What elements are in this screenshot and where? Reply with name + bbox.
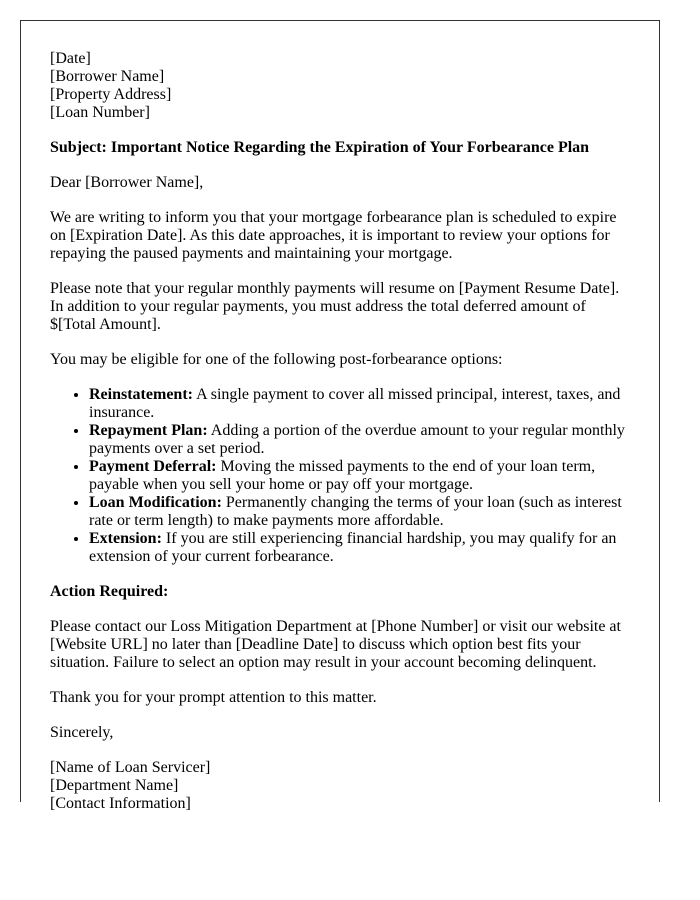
option-description: Permanently changing the terms of your loan (such as interest rate or term length) to make payments more affordable.: [89, 494, 622, 529]
option-repayment-plan: [89, 422, 630, 458]
option-payment-deferral: [89, 458, 630, 494]
action-required-heading: Action Required:: [50, 583, 169, 600]
sign-off: Sincerely,: [50, 724, 114, 741]
loan-number-placeholder: [Loan Number]: [50, 104, 150, 121]
option-reinstatement: [89, 386, 630, 422]
option-title: Loan Modification:: [89, 494, 222, 511]
option-title: Repayment Plan:: [89, 422, 208, 439]
option-title: Payment Deferral:: [89, 458, 217, 475]
letter-header: [50, 50, 630, 122]
property-address-placeholder: [Property Address]: [50, 86, 172, 103]
salutation: Dear [Borrower Name],: [50, 174, 204, 191]
signature-block: [50, 759, 630, 813]
option-title: Reinstatement:: [89, 386, 193, 403]
option-loan-modification: [89, 494, 630, 530]
option-description: Adding a portion of the overdue amount to your regular monthly payments over a set period.: [89, 422, 625, 457]
subject-line: Subject: Important Notice Regarding the Expiration of Your Forbearance Plan: [50, 139, 590, 156]
intro-paragraph: We are writing to inform you that your mortgage forbearance plan is scheduled to expire on [Expiration Date]. As this date approaches, it is important to review your options for repaying the paused payments and maintaining your mortgage.: [50, 209, 617, 262]
options-list: [50, 386, 630, 566]
option-description: If you are still experiencing financial hardship, you may qualify for an extension of your current forbearance.: [89, 530, 617, 565]
option-description: Moving the missed payments to the end of your loan term, payable when you sell your home or pay off your mortgage.: [89, 458, 596, 493]
options-intro-paragraph: You may be eligible for one of the following post-forbearance options:: [50, 351, 503, 368]
letter-document: [20, 20, 660, 812]
date-placeholder: [Date]: [50, 50, 91, 67]
option-title: Extension:: [89, 530, 162, 547]
option-description: A single payment to cover all missed principal, interest, taxes, and insurance.: [89, 386, 621, 421]
payments-paragraph: Please note that your regular monthly payments will resume on [Payment Resume Date]. In addition to your regular payments, you must address the total deferred amount of $[Total Amount].: [50, 280, 620, 333]
servicer-name-placeholder: [Name of Loan Servicer]: [50, 759, 211, 776]
action-required-paragraph: Please contact our Loss Mitigation Department at [Phone Number] or visit our website at [Website URL] no later than [Deadline Date] to discuss which option best fits your situation. Failure to select an option may result in your account becoming delinquent.: [50, 618, 621, 671]
option-extension: [89, 530, 630, 566]
department-name-placeholder: [Department Name]: [50, 777, 179, 794]
thanks-paragraph: Thank you for your prompt attention to this matter.: [50, 689, 377, 706]
contact-information-placeholder: [Contact Information]: [50, 795, 191, 812]
borrower-name-placeholder: [Borrower Name]: [50, 68, 165, 85]
